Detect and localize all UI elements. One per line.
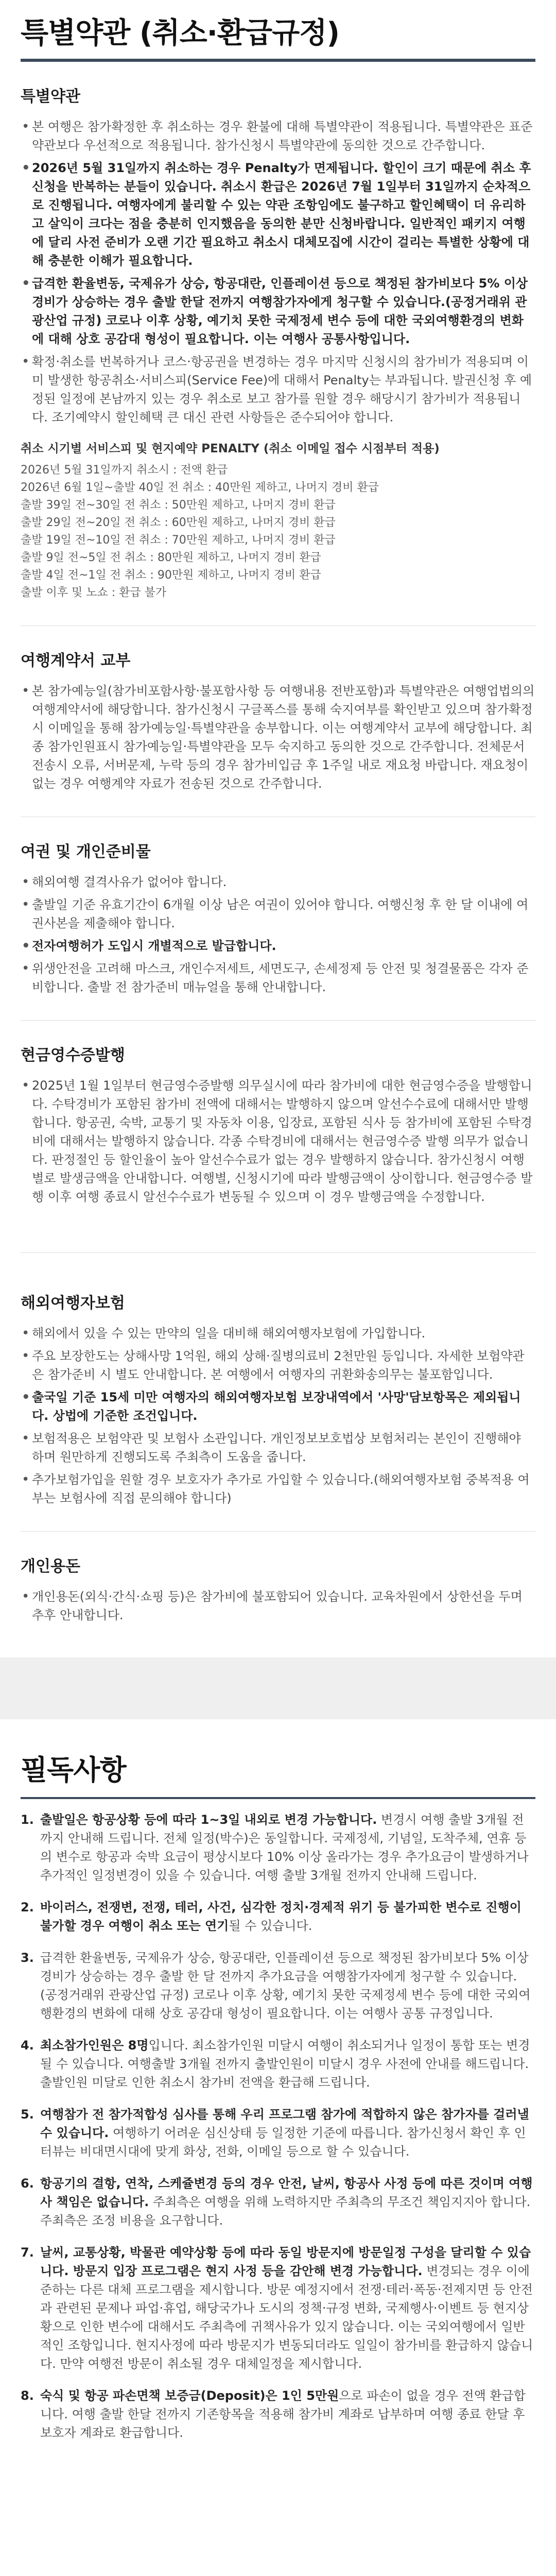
item-emphasis: 여행참가 전 참가적합성 심사를 통해 우리 프로그램 참가에 적합하지 않은 참가자를 걸러낼 수 있습니다.	[40, 2107, 529, 2140]
section-heading: 여권 및 개인준비물	[21, 843, 151, 861]
bullet-item: • 출발일 기준 유효기간이 6개월 이상 남은 여권이 있어야 합니다. 여행신청 후 한 달 이내에 여권사본을 제출해야 합니다.	[21, 895, 535, 933]
bullet-item: • 2026년 5월 31일까지 취소하는 경우 Penalty가 면제됩니다. 할인이 크기 때문에 취소 후 신청을 반복하는 분들이 있습니다. 취소시 환급은 2026년 7월 1일부터 31일까지 순차적으로 진행됩니다. 여행자에게 불리할 수 있는 약관 조항임에도 불구하고 할인혜택이 더 유리하고 살익이 크다는 점을 충분히 인지했음을 동의한 분만 신청바랍니다. 일반적인 패키지 여행에 달리 사전 준비가 오랜 기간 필요하고 취소시 대체모집에 시간이 걸리는 특별한 상황에 대해 충분한 이해가 필요합니다.	[21, 159, 535, 270]
item-body: 변경되는 경우 이에 준하는 다른 대체 프로그램을 제시합니다. 방문 예정지에서 전쟁·테러·폭동·전제지면 등 안전과 관련된 문제나 파업·휴업, 해당국가나 도시의 정책·규정 변화, 국제행사·이벤트 등 현지상황으로 인한 변수에 대해서도 주최측에 귀책사유가 있지 않습니다. 이는 국외여행에서 일반적인 조항입니다. 현지사정에 따라 방문지가 변동되더라도 일일이 참가비를 환급하지 않습니다. 만약 여행전 방문이 취소될 경우 대체일정을 제시합니다.	[40, 2264, 533, 2371]
bullet-list	[21, 1076, 535, 1206]
page-header	[0, 0, 556, 62]
schedule-item: 출발 39일 전~30일 전 취소 : 50만원 제하고, 나머지 경비 환급	[21, 499, 336, 512]
item-emphasis: 최소참가인원은 8명	[40, 2038, 149, 2053]
section-heading: 개인용돈	[21, 1557, 80, 1575]
must-read-item	[21, 2036, 535, 2092]
schedule-item: 2026년 6월 1일~출발 40일 전 취소 : 40만원 제하고, 나머지 경비 환급	[21, 481, 379, 494]
must-read-item	[21, 1948, 535, 2023]
bullet-item: • 본 여행은 참가확정한 후 취소하는 경우 환불에 대해 특별약관이 적용됩니다. 특별약관은 표준약관보다 우선적으로 적용됩니다. 참가신청시 특별약관에 동의한 것으로 간주합니다.	[21, 117, 535, 155]
item-text	[40, 2036, 535, 2092]
bullet-item: • 주요 보장한도는 상해사망 1억원, 해외 상해·질병의료비 2천만원 등입니다. 자세한 보험약관은 참가준비 시 별도 안내합니다. 본 여행에서 여행자의 귀환화송의무는 불포함입니다.	[21, 1347, 535, 1384]
penalty-schedule-title: 취소 시기별 서비스피 및 현지예약 PENALTY (취소 이메일 접수 시점부터 적용)	[21, 442, 440, 455]
item-number: 4.	[21, 2038, 34, 2053]
bullet-list	[21, 682, 535, 793]
item-number: 6.	[21, 2176, 34, 2191]
must-read-item	[21, 1810, 535, 1885]
item-text	[40, 1898, 535, 1935]
must-read-item	[21, 2243, 535, 2373]
item-number: 2.	[21, 1900, 34, 1914]
section-heading: 해외여행자보험	[21, 1294, 125, 1312]
section-pocket-money	[0, 1532, 556, 1624]
must-read-item	[21, 2386, 535, 2442]
bullet-item: • 본 참가예능일(참가비포함사항·불포함사항 등 여행내용 전반포함)과 특별약관은 여행업법의의 여행계약서에 해당합니다. 참가신청시 구글폭스를 통해 숙지여부를 확인받고 있으며 참가확정시 이메일을 통해 참가예능일·특별약관을 송부합니다. 이는 여행계약서 교부에 해당합니다. 최종 참가인원표시 참가예능일·특별약관을 모두 숙지하고 동의한 것으로 간주합니다. 전체문서 전송시 오류, 서버문제, 누락 등의 경우 참가비입금 후 1주일 내로 재요청 바랍니다. 재요청이 없는 경우 여행계약 자료가 전송된 것으로 간주합니다.	[21, 682, 535, 793]
schedule-item: 출발 4일 전~1일 전 취소 : 90만원 제하고, 나머지 경비 환급	[21, 569, 321, 582]
item-text	[40, 1948, 535, 2023]
section-heading: 현금영수증발행	[21, 1046, 125, 1064]
section-special-terms	[0, 62, 556, 626]
item-emphasis: 날씨, 교통상황, 박물관 예약상황 등에 따라 동일 방문지에 방문일정 구성을 달리할 수 있습니다. 방문지 입장 프로그램은 현지 사정 등을 감안해 변경 가능합니다.	[40, 2245, 531, 2278]
item-number: 8.	[21, 2388, 34, 2403]
must-read-title: 필독사항	[21, 1754, 126, 1786]
item-body: 여행하기 어려운 심신상태 등 일정한 기준에 따릅니다. 참가신청서 확인 후 인터뷰는 비대면시대에 맞게 화상, 전화, 이메일 등으로 할 수 있습니다.	[40, 2126, 526, 2159]
item-emphasis: 출발일은 항공상황 등에 따라 1~3일 내외로 변경 가능합니다.	[40, 1812, 377, 1827]
bullet-list	[21, 873, 535, 996]
item-emphasis: 바이러스, 전쟁변, 전쟁, 테러, 사건, 심각한 정치·경제적 위기 등 불가피한 변수로 진행이 불가할 경우 여행이 취소 또는 연기	[40, 1900, 522, 1933]
schedule-item: 출발 19일 전~10일 전 취소 : 70만원 제하고, 나머지 경비 환급	[21, 534, 336, 547]
penalty-schedule	[21, 462, 535, 602]
must-read-item	[21, 2105, 535, 2161]
item-text	[40, 2386, 535, 2442]
must-read-item	[21, 2174, 535, 2230]
item-text	[40, 2174, 535, 2230]
item-text	[40, 1810, 535, 1885]
section-cash-receipt	[0, 1021, 556, 1253]
page-title: 특별약관 (취소·환급규정)	[21, 16, 339, 50]
bullet-item: • 출국일 기준 15세 미만 여행자의 해외여행자보험 보장내역에서 '사망'담보항목은 제외됩니다. 상법에 기준한 조건입니다.	[21, 1388, 535, 1425]
section-heading: 여행계약서 교부	[21, 652, 131, 670]
schedule-item: 출발 이후 및 노쇼 : 환급 불가	[21, 586, 167, 599]
bullet-item: • 2025년 1월 1일부터 현금영수증발행 의무실시에 따라 참가비에 대한 현금영수증을 발행합니다. 수탁경비가 포함된 참가비 전액에 대해서는 발행하지 않으며 알선수수료에 대해서만 발행합니다. 항공권, 숙박, 교통기 및 자동차 이용, 입장료, 포함된 식사 등 참가비에 포함된 수탁경비에 대해서는 발행하지 않습니다. 각종 수탁경비에 대해서는 현금영수증 발행 의무가 없습니다. 판정절인 등 할인율이 높아 알선수수료가 없는 경우 발행하지 않습니다. 참가신청시 여행별로 발생금액을 안내합니다. 여행별, 신청시기에 따라 발행금액이 상이합니다. 현금영수증 발행 이후 여행 종료시 알선수수료가 변동될 수 있으며 이 경우 발행금액을 수정합니다.	[21, 1076, 535, 1206]
item-number: 1.	[21, 1812, 34, 1827]
section-separator-band	[0, 1657, 556, 1719]
bullet-item: • 전자여행허가 도입시 개별적으로 발급합니다.	[21, 937, 535, 955]
item-body: 으로 파손이 없을 경우 전액 환급합니다. 여행 출발 한달 전까지 기존항목을 적용해 참가비 계좌로 납부하며 여행 종료 한달 후 보호자 계좌로 환급합니다.	[40, 2388, 526, 2440]
item-text	[40, 2105, 535, 2161]
item-body: 변경시 여행 출발 3개월 전까지 안내해 드립니다. 전체 일정(박수)은 동일합니다. 국제정세, 기념일, 도착주체, 연휴 등의 변수로 항공과 숙박 요금이 평상시보다 10% 이상 올라가는 경우 추가요금이 발생하거나 추가적인 일정변경이 있을 수 있습니다. 여행 출발 3개월 전까지 안내해 드립니다.	[40, 1812, 529, 1883]
item-body: 될 수 있습니다.	[229, 1919, 312, 1933]
item-emphasis: 항공기의 결항, 연착, 스케쥴변경 등의 경우 안전, 날씨, 항공사 사정 등에 따른 것이며 여행사 책임은 없습니다.	[40, 2176, 533, 2209]
bullet-item: • 급격한 환율변동, 국제유가 상승, 항공대란, 인플레이션 등으로 책정된 참가비보다 5% 이상 경비가 상승하는 경우 출발 한달 전까지 여행참가자에게 청구할 수 있습니다.(공정거래위 관광산업 규정) 코로나 이후 상황, 예기치 못한 국제정세 변수 등에 대한 국외여행환경의 변화에 대해 상호 공감대 형성이 필요합니다. 이는 여행사 공통사항입니다.	[21, 274, 535, 348]
item-emphasis: 숙식 및 항공 파손면책 보증금(Deposit)은 1인 5만원	[40, 2388, 339, 2403]
bullet-item: • 위생안전을 고려해 마스크, 개인수저세트, 세면도구, 손세정제 등 안전 및 청결물품은 각자 준비합니다. 출발 전 참가준비 매뉴얼을 통해 안내합니다.	[21, 959, 535, 996]
bullet-item: • 개인용돈(외식·간식·쇼핑 등)은 참가비에 불포함되어 있습니다. 교육차원에서 상한선을 두며 추후 안내합니다.	[21, 1587, 535, 1624]
item-body: 입니다. 최소참가인원 미달시 여행이 취소되거나 일정이 통합 또는 변경될 수 있습니다. 여행출발 3개월 전까지 출발인원이 미달시 경우 사전에 안내를 해드립니다. 출발인원 미달로 인한 취소시 참가비 전액을 환급해 드립니다.	[40, 2038, 530, 2090]
must-read-list	[0, 1799, 556, 2442]
bullet-item: • 해외에서 있을 수 있는 만약의 일을 대비해 해외여행자보험에 가입합니다.	[21, 1324, 535, 1343]
must-read-item	[21, 1898, 535, 1935]
bullet-list	[21, 1324, 535, 1507]
section-insurance	[0, 1253, 556, 1532]
bullet-item: • 보험적용은 보험약관 및 보험사 소관입니다. 개인정보보호법상 보험처리는 본인이 진행해야 하며 원만하게 진행되도록 주최측이 도움을 줍니다.	[21, 1429, 535, 1466]
schedule-item: 출발 29일 전~20일 전 취소 : 60만원 제하고, 나머지 경비 환급	[21, 516, 336, 529]
section-contract	[0, 626, 556, 817]
bullet-list	[21, 117, 535, 427]
schedule-item: 출발 9일 전~5일 전 취소 : 80만원 제하고, 나머지 경비 환급	[21, 551, 321, 564]
item-text	[40, 2243, 535, 2373]
item-number: 7.	[21, 2245, 34, 2260]
bullet-list	[21, 1587, 535, 1624]
item-body: 주최측은 여행을 위해 노력하지만 주최측의 무조건 책임지지아 합니다. 주최측은 조정 비용을 요구합니다.	[40, 2195, 531, 2228]
bullet-item: • 해외여행 결격사유가 없어야 합니다.	[21, 873, 535, 891]
bullet-item: • 확정·취소를 번복하거나 코스·항공권을 변경하는 경우 마지막 신청시의 참가비가 적용되며 이미 발생한 항공취소·서비스피(Service Fee)에 대해서 Penalty는 부과됩니다. 발권신청 후 예정된 일정에 본남까지 있는 경우 취소로 보고 참가를 원할 경우 해당시기 참가비가 적용됩니다. 조기예약시 할인혜택 큰 대신 관련 사항들은 준수되어야 합니다.	[21, 352, 535, 427]
item-number: 3.	[21, 1951, 34, 1965]
section-passport	[0, 817, 556, 1021]
item-number: 5.	[21, 2107, 34, 2122]
item-body: 급격한 환율변동, 국제유가 상승, 항공대란, 인플레이션 등으로 책정된 참가비보다 5% 이상 경비가 상승하는 경우 출발 한 달 전까지 추가요금을 여행참가자에게 청구할 수 있습니다. (공정거래위 관광산업 규정) 코로나 이후 상황, 예기치 못한 국제정세 변수 등에 대한 국외여행환경의 변화에 대해 상호 공감대 형성이 필요합니다. 이는 여행사 공통 규정입니다.	[40, 1951, 531, 2021]
bullet-item: • 추가보험가입을 원할 경우 보호자가 추가로 가입할 수 있습니다.(해외여행자보험 중복적용 여부는 보험사에 직접 문의해야 합니다)	[21, 1470, 535, 1507]
schedule-item: 2026년 5월 31일까지 취소시 : 전액 환급	[21, 464, 228, 477]
section-heading: 특별약관	[21, 88, 80, 106]
